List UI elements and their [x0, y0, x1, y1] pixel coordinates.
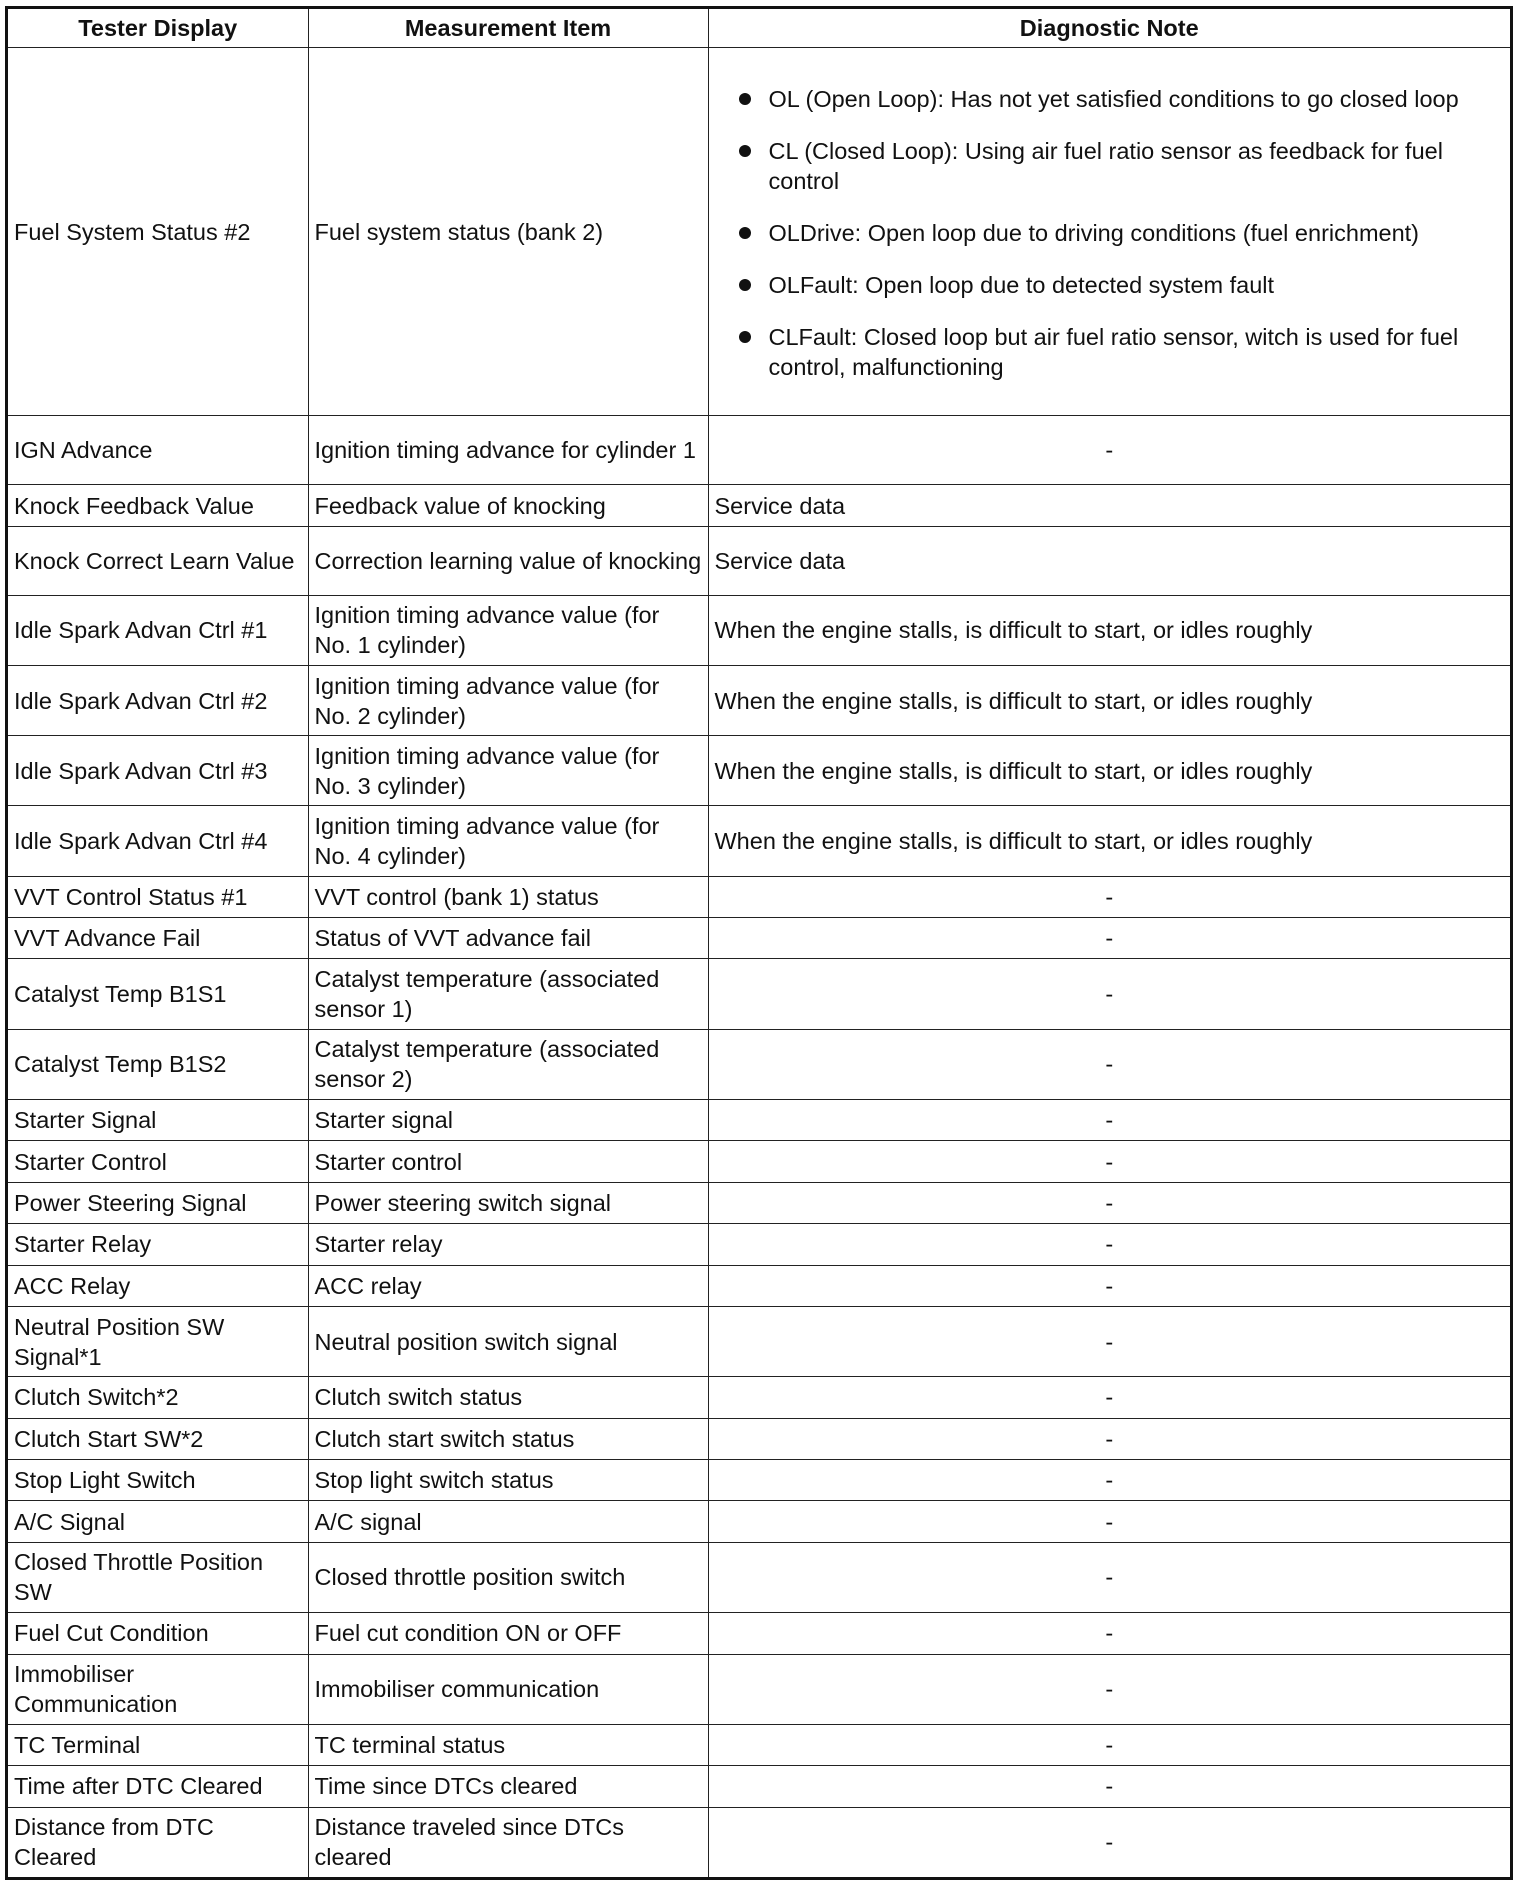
diagnostic-note-cell: - — [708, 876, 1510, 917]
measurement-item-cell: Clutch switch status — [308, 1377, 708, 1418]
diagnostic-note-cell: - — [708, 1377, 1510, 1418]
diagnostic-note-cell: - — [708, 1460, 1510, 1501]
measurement-item-cell: Catalyst temperature (associated sensor 1) — [308, 959, 708, 1029]
measurement-item-cell: Fuel cut condition ON or OFF — [308, 1613, 708, 1654]
measurement-item-cell: Catalyst temperature (associated sensor 2) — [308, 1029, 708, 1099]
diagnostic-note-cell: - — [708, 1029, 1510, 1099]
tester-display-cell: TC Terminal — [8, 1724, 308, 1765]
measurement-item-cell: Starter relay — [308, 1224, 708, 1265]
bullet-item — [729, 218, 1499, 248]
tester-display-cell: Stop Light Switch — [8, 1460, 308, 1501]
measurement-item-cell: Distance traveled since DTCs cleared — [308, 1807, 708, 1877]
diagnostic-note-cell: - — [708, 1654, 1510, 1724]
measurement-item-cell: Ignition timing advance value (for No. 3 cylinder) — [308, 736, 708, 806]
table-row — [8, 1542, 1510, 1612]
diagnostic-note-cell: - — [708, 1307, 1510, 1377]
measurement-item-cell: Fuel system status (bank 2) — [308, 48, 708, 416]
measurement-item-cell: Starter control — [308, 1141, 708, 1182]
table-row — [8, 1377, 1510, 1418]
table-row — [8, 1724, 1510, 1765]
table-row — [8, 666, 1510, 736]
bullet-item — [729, 270, 1499, 300]
data-list-table — [8, 9, 1510, 1877]
diagnostic-note-cell: Service data — [708, 526, 1510, 595]
diagnostic-note-cell: - — [708, 1418, 1510, 1459]
bullet-item — [729, 322, 1499, 382]
measurement-item-cell: Feedback value of knocking — [308, 485, 708, 526]
tester-display-cell: Clutch Start SW*2 — [8, 1418, 308, 1459]
table-row — [8, 1029, 1510, 1099]
diagnostic-note-cell: - — [708, 1099, 1510, 1140]
table-row — [8, 1099, 1510, 1140]
measurement-item-cell: A/C signal — [308, 1501, 708, 1542]
diagnostic-note-cell: - — [708, 1724, 1510, 1765]
diagnostic-note-cell: - — [708, 1224, 1510, 1265]
bullet-text: OL (Open Loop): Has not yet satisfied conditions to go closed loop — [768, 85, 1459, 112]
table-row — [8, 1613, 1510, 1654]
measurement-item-cell: VVT control (bank 1) status — [308, 876, 708, 917]
tester-display-cell: Time after DTC Cleared — [8, 1766, 308, 1807]
bullet-icon — [739, 227, 751, 239]
bullet-text: CLFault: Closed loop but air fuel ratio sensor, witch is used for fuel control, malfunctioning — [768, 323, 1459, 380]
table-row — [8, 1460, 1510, 1501]
diagnostic-note-cell: When the engine stalls, is difficult to start, or idles roughly — [708, 806, 1510, 876]
diagnostic-note-cell: When the engine stalls, is difficult to start, or idles roughly — [708, 666, 1510, 736]
bullet-item — [729, 84, 1499, 114]
diagnostic-note-cell — [708, 48, 1510, 416]
table-row — [8, 1807, 1510, 1877]
bullet-text: CL (Closed Loop): Using air fuel ratio sensor as feedback for fuel control — [768, 137, 1443, 194]
tester-display-cell: Power Steering Signal — [8, 1182, 308, 1223]
table-row — [8, 485, 1510, 526]
table-row — [8, 1141, 1510, 1182]
table-row — [8, 806, 1510, 876]
diagnostic-note-cell: - — [708, 1766, 1510, 1807]
measurement-item-cell: Ignition timing advance value (for No. 1 cylinder) — [308, 595, 708, 665]
bullet-text: OLDrive: Open loop due to driving conditions (fuel enrichment) — [768, 219, 1420, 246]
tester-display-cell: Catalyst Temp B1S1 — [8, 959, 308, 1029]
tester-display-cell: Starter Relay — [8, 1224, 308, 1265]
measurement-item-cell: Starter signal — [308, 1099, 708, 1140]
table-row — [8, 1766, 1510, 1807]
tester-display-cell: Distance from DTC Cleared — [8, 1807, 308, 1877]
bullet-icon — [739, 93, 751, 105]
tester-display-cell: Idle Spark Advan Ctrl #2 — [8, 666, 308, 736]
table-row-fuel-system-status — [8, 48, 1510, 416]
table-row — [8, 595, 1510, 665]
measurement-item-cell: Stop light switch status — [308, 1460, 708, 1501]
measurement-item-cell: Immobiliser communication — [308, 1654, 708, 1724]
measurement-item-cell: Correction learning value of knocking — [308, 526, 708, 595]
fuel-status-bullet-list — [715, 84, 1505, 382]
diagnostic-note-cell: - — [708, 1807, 1510, 1877]
tester-display-cell: Knock Correct Learn Value — [8, 526, 308, 595]
tester-display-cell: Immobiliser Communication — [8, 1654, 308, 1724]
diagnostic-note-cell: - — [708, 1501, 1510, 1542]
tester-display-cell: Starter Signal — [8, 1099, 308, 1140]
table-row — [8, 1654, 1510, 1724]
measurement-item-cell: Neutral position switch signal — [308, 1307, 708, 1377]
table-row — [8, 959, 1510, 1029]
table-row — [8, 1307, 1510, 1377]
measurement-item-cell: Ignition timing advance value (for No. 4 cylinder) — [308, 806, 708, 876]
tester-display-cell: Idle Spark Advan Ctrl #1 — [8, 595, 308, 665]
header-measurement-item: Measurement Item — [308, 9, 708, 48]
data-list-table-sheet — [5, 6, 1513, 1880]
header-tester-display: Tester Display — [8, 9, 308, 48]
diagnostic-note-cell: - — [708, 416, 1510, 485]
diagnostic-note-cell: - — [708, 1613, 1510, 1654]
diagnostic-note-cell: - — [708, 1542, 1510, 1612]
header-row — [8, 9, 1510, 48]
diagnostic-note-cell: - — [708, 1265, 1510, 1306]
header-diagnostic-note: Diagnostic Note — [708, 9, 1510, 48]
measurement-item-cell: Ignition timing advance value (for No. 2 cylinder) — [308, 666, 708, 736]
measurement-item-cell: Closed throttle position switch — [308, 1542, 708, 1612]
measurement-item-cell: ACC relay — [308, 1265, 708, 1306]
tester-display-cell: VVT Advance Fail — [8, 918, 308, 959]
tester-display-cell: Catalyst Temp B1S2 — [8, 1029, 308, 1099]
tester-display-cell: Closed Throttle Position SW — [8, 1542, 308, 1612]
table-row — [8, 526, 1510, 595]
bullet-icon — [739, 331, 751, 343]
measurement-item-cell: Ignition timing advance for cylinder 1 — [308, 416, 708, 485]
table-row — [8, 1418, 1510, 1459]
measurement-item-cell: Status of VVT advance fail — [308, 918, 708, 959]
tester-display-cell: Fuel Cut Condition — [8, 1613, 308, 1654]
diagnostic-note-cell: When the engine stalls, is difficult to start, or idles roughly — [708, 595, 1510, 665]
tester-display-cell: Idle Spark Advan Ctrl #3 — [8, 736, 308, 806]
tester-display-cell: Clutch Switch*2 — [8, 1377, 308, 1418]
tester-display-cell: Knock Feedback Value — [8, 485, 308, 526]
diagnostic-note-cell: - — [708, 1141, 1510, 1182]
tester-display-cell: Fuel System Status #2 — [8, 48, 308, 416]
tester-display-cell: IGN Advance — [8, 416, 308, 485]
tester-display-cell: A/C Signal — [8, 1501, 308, 1542]
bullet-item — [729, 136, 1499, 196]
measurement-item-cell: Time since DTCs cleared — [308, 1766, 708, 1807]
table-row — [8, 1224, 1510, 1265]
bullet-text: OLFault: Open loop due to detected system fault — [768, 271, 1275, 298]
diagnostic-note-cell: - — [708, 1182, 1510, 1223]
tester-display-cell: VVT Control Status #1 — [8, 876, 308, 917]
diagnostic-note-cell: - — [708, 959, 1510, 1029]
measurement-item-cell: Power steering switch signal — [308, 1182, 708, 1223]
bullet-icon — [739, 279, 751, 291]
table-row — [8, 876, 1510, 917]
tester-display-cell: Neutral Position SW Signal*1 — [8, 1307, 308, 1377]
tester-display-cell: Starter Control — [8, 1141, 308, 1182]
table-row — [8, 416, 1510, 485]
table-row — [8, 1182, 1510, 1223]
diagnostic-note-cell: When the engine stalls, is difficult to start, or idles roughly — [708, 736, 1510, 806]
measurement-item-cell: Clutch start switch status — [308, 1418, 708, 1459]
table-row — [8, 1501, 1510, 1542]
table-row — [8, 736, 1510, 806]
table-row — [8, 1265, 1510, 1306]
tester-display-cell: Idle Spark Advan Ctrl #4 — [8, 806, 308, 876]
table-row — [8, 918, 1510, 959]
diagnostic-note-cell: - — [708, 918, 1510, 959]
diagnostic-note-cell: Service data — [708, 485, 1510, 526]
measurement-item-cell: TC terminal status — [308, 1724, 708, 1765]
bullet-icon — [739, 145, 751, 157]
tester-display-cell: ACC Relay — [8, 1265, 308, 1306]
